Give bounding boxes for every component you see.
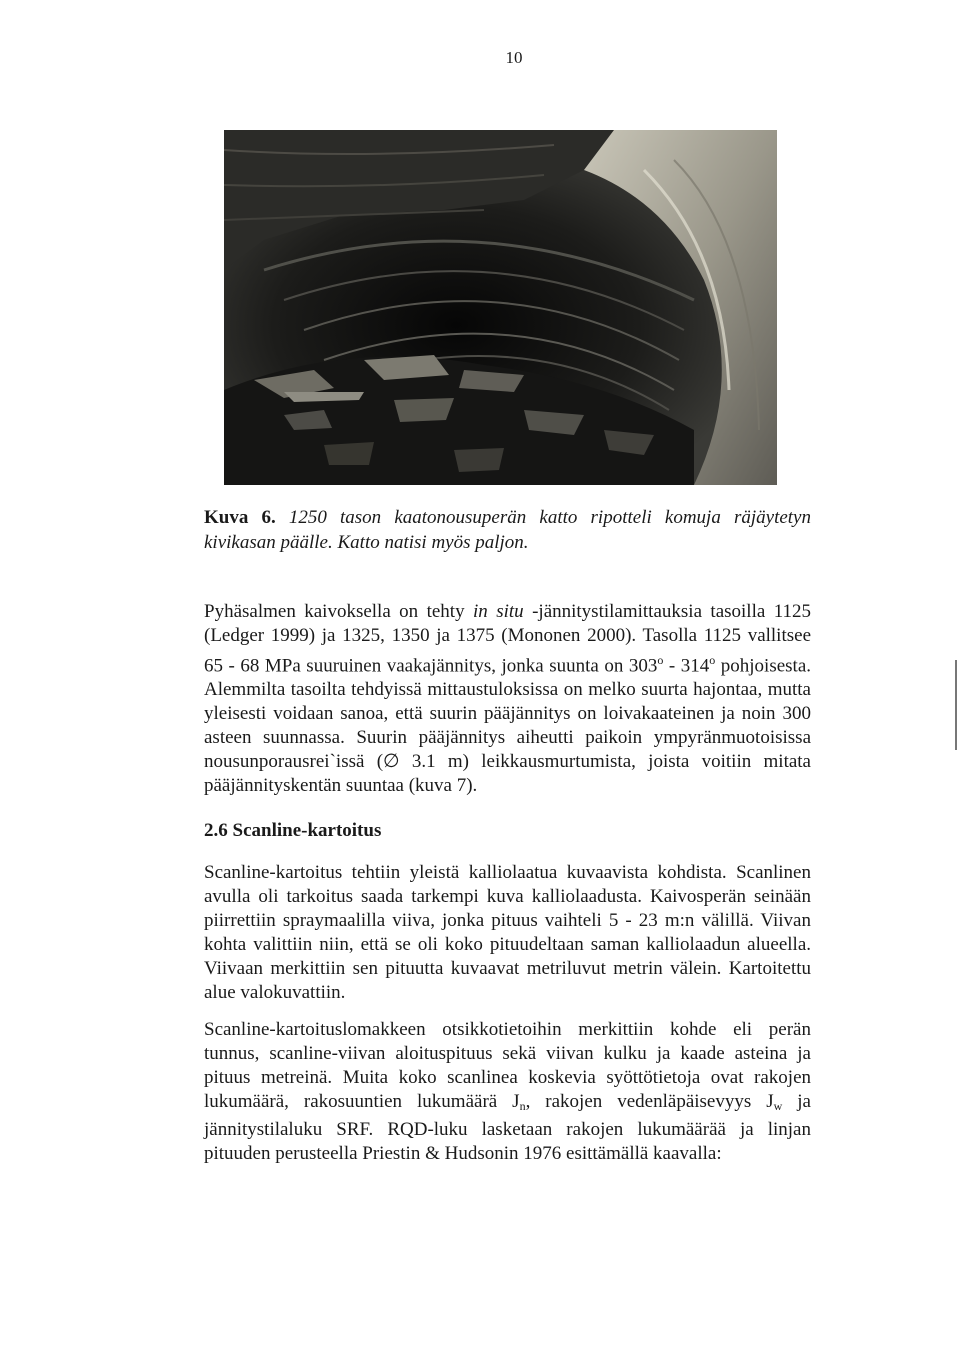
p3-text-a: Scanline-kartoituslomakkeen otsikkotietoihin merkittiin kohde eli perän tunnus, scanline-viivan aloituspituus sekä viivan kulku ja kaade asteina ja pituus metreinä. Muita koko scanlinea koskevia syöttötietoja ovat rakojen lukumäärä, rakosuuntien lukumäärä J [204, 1019, 811, 1112]
p1-degree-2: o [709, 653, 716, 667]
p1-text-d: pohjoisesta. Alemmilta tasoilta tehdyissä mittaustuloksissa on melko suurta hajontaa, mutta yleisesti voidaan sanoa, että suurin pääjännitys on loivakaateinen ja noin 300 asteen suunnassa. Suurin pääjännitys aiheutti paikoin ympyränmuotoisissa nousunporausrei`issä (∅ 3.1 m) leikkausmurtumista, joista voitiin mitata pääjännityskentän suuntaa (kuva 7). [204, 655, 812, 797]
p1-text-c: - 314 [663, 655, 710, 677]
p1-text-b: -jännitystilamittauksia tasoilla 1125 (Ledger 1999) ja 1325, 1350 ja 1375 (Mononen 2000). Tasolla 1125 vallitsee 65 - 68 MPa suuruinen vaakajännitys, jonka suunta on 303 [204, 601, 812, 677]
page-number: 10 [505, 48, 523, 67]
paragraph-scanline-intro: Scanline-kartoitus tehtiin yleistä kalliolaatua kuvaavista kohdista. Scanlinen avulla oli tarkoitus saada tarkempi kuva kalliolaadusta. Kaivosperän seinään piirrettiin spraymaalilla viiva, jonka pituus vaihteli 5 - 23 m:n välillä. Viivan kohta valittiin niin, että se oli koko pituudeltaan saman kalliolaadun alueella. Viivaan merkittiin sen pituutta kuvaavat metriluvut metrin välein. Kartoitettu alue valokuvattiin. [204, 862, 811, 1003]
section-heading: 2.6 Scanline-kartoitus [204, 820, 382, 841]
figure-label: Kuva 6. [204, 507, 276, 528]
figure-caption-text: 1250 tason kaatonousuperän katto ripotteli komuja räjäytetyn kivikasan päälle. Katto natisi myös paljon. [204, 507, 811, 553]
p3-text-b: , rakojen vedenläpäisevyys J [525, 1091, 774, 1112]
p3-sub-w: w [773, 1099, 783, 1113]
p3-sub-n: n [519, 1099, 526, 1113]
rock-tunnel-photo [224, 130, 777, 485]
paragraph-stress-measurements [204, 600, 811, 798]
paragraph-scanline-form [204, 1018, 811, 1166]
scan-edge-mark [955, 660, 957, 750]
figure-caption [204, 505, 811, 555]
p1-degree-1: o [657, 653, 664, 667]
p1-italic-in-situ: in situ [473, 601, 524, 622]
p1-text-a: Pyhäsalmen kaivoksella on tehty [204, 601, 474, 622]
figure-photo [224, 130, 777, 485]
p3-text-c: ja jännitystilaluku SRF. RQD-luku lasketaan rakojen lukumäärää ja linjan pituuden perusteella Priestin & Hudsonin 1976 esittämällä kaavalla: [204, 1091, 811, 1164]
